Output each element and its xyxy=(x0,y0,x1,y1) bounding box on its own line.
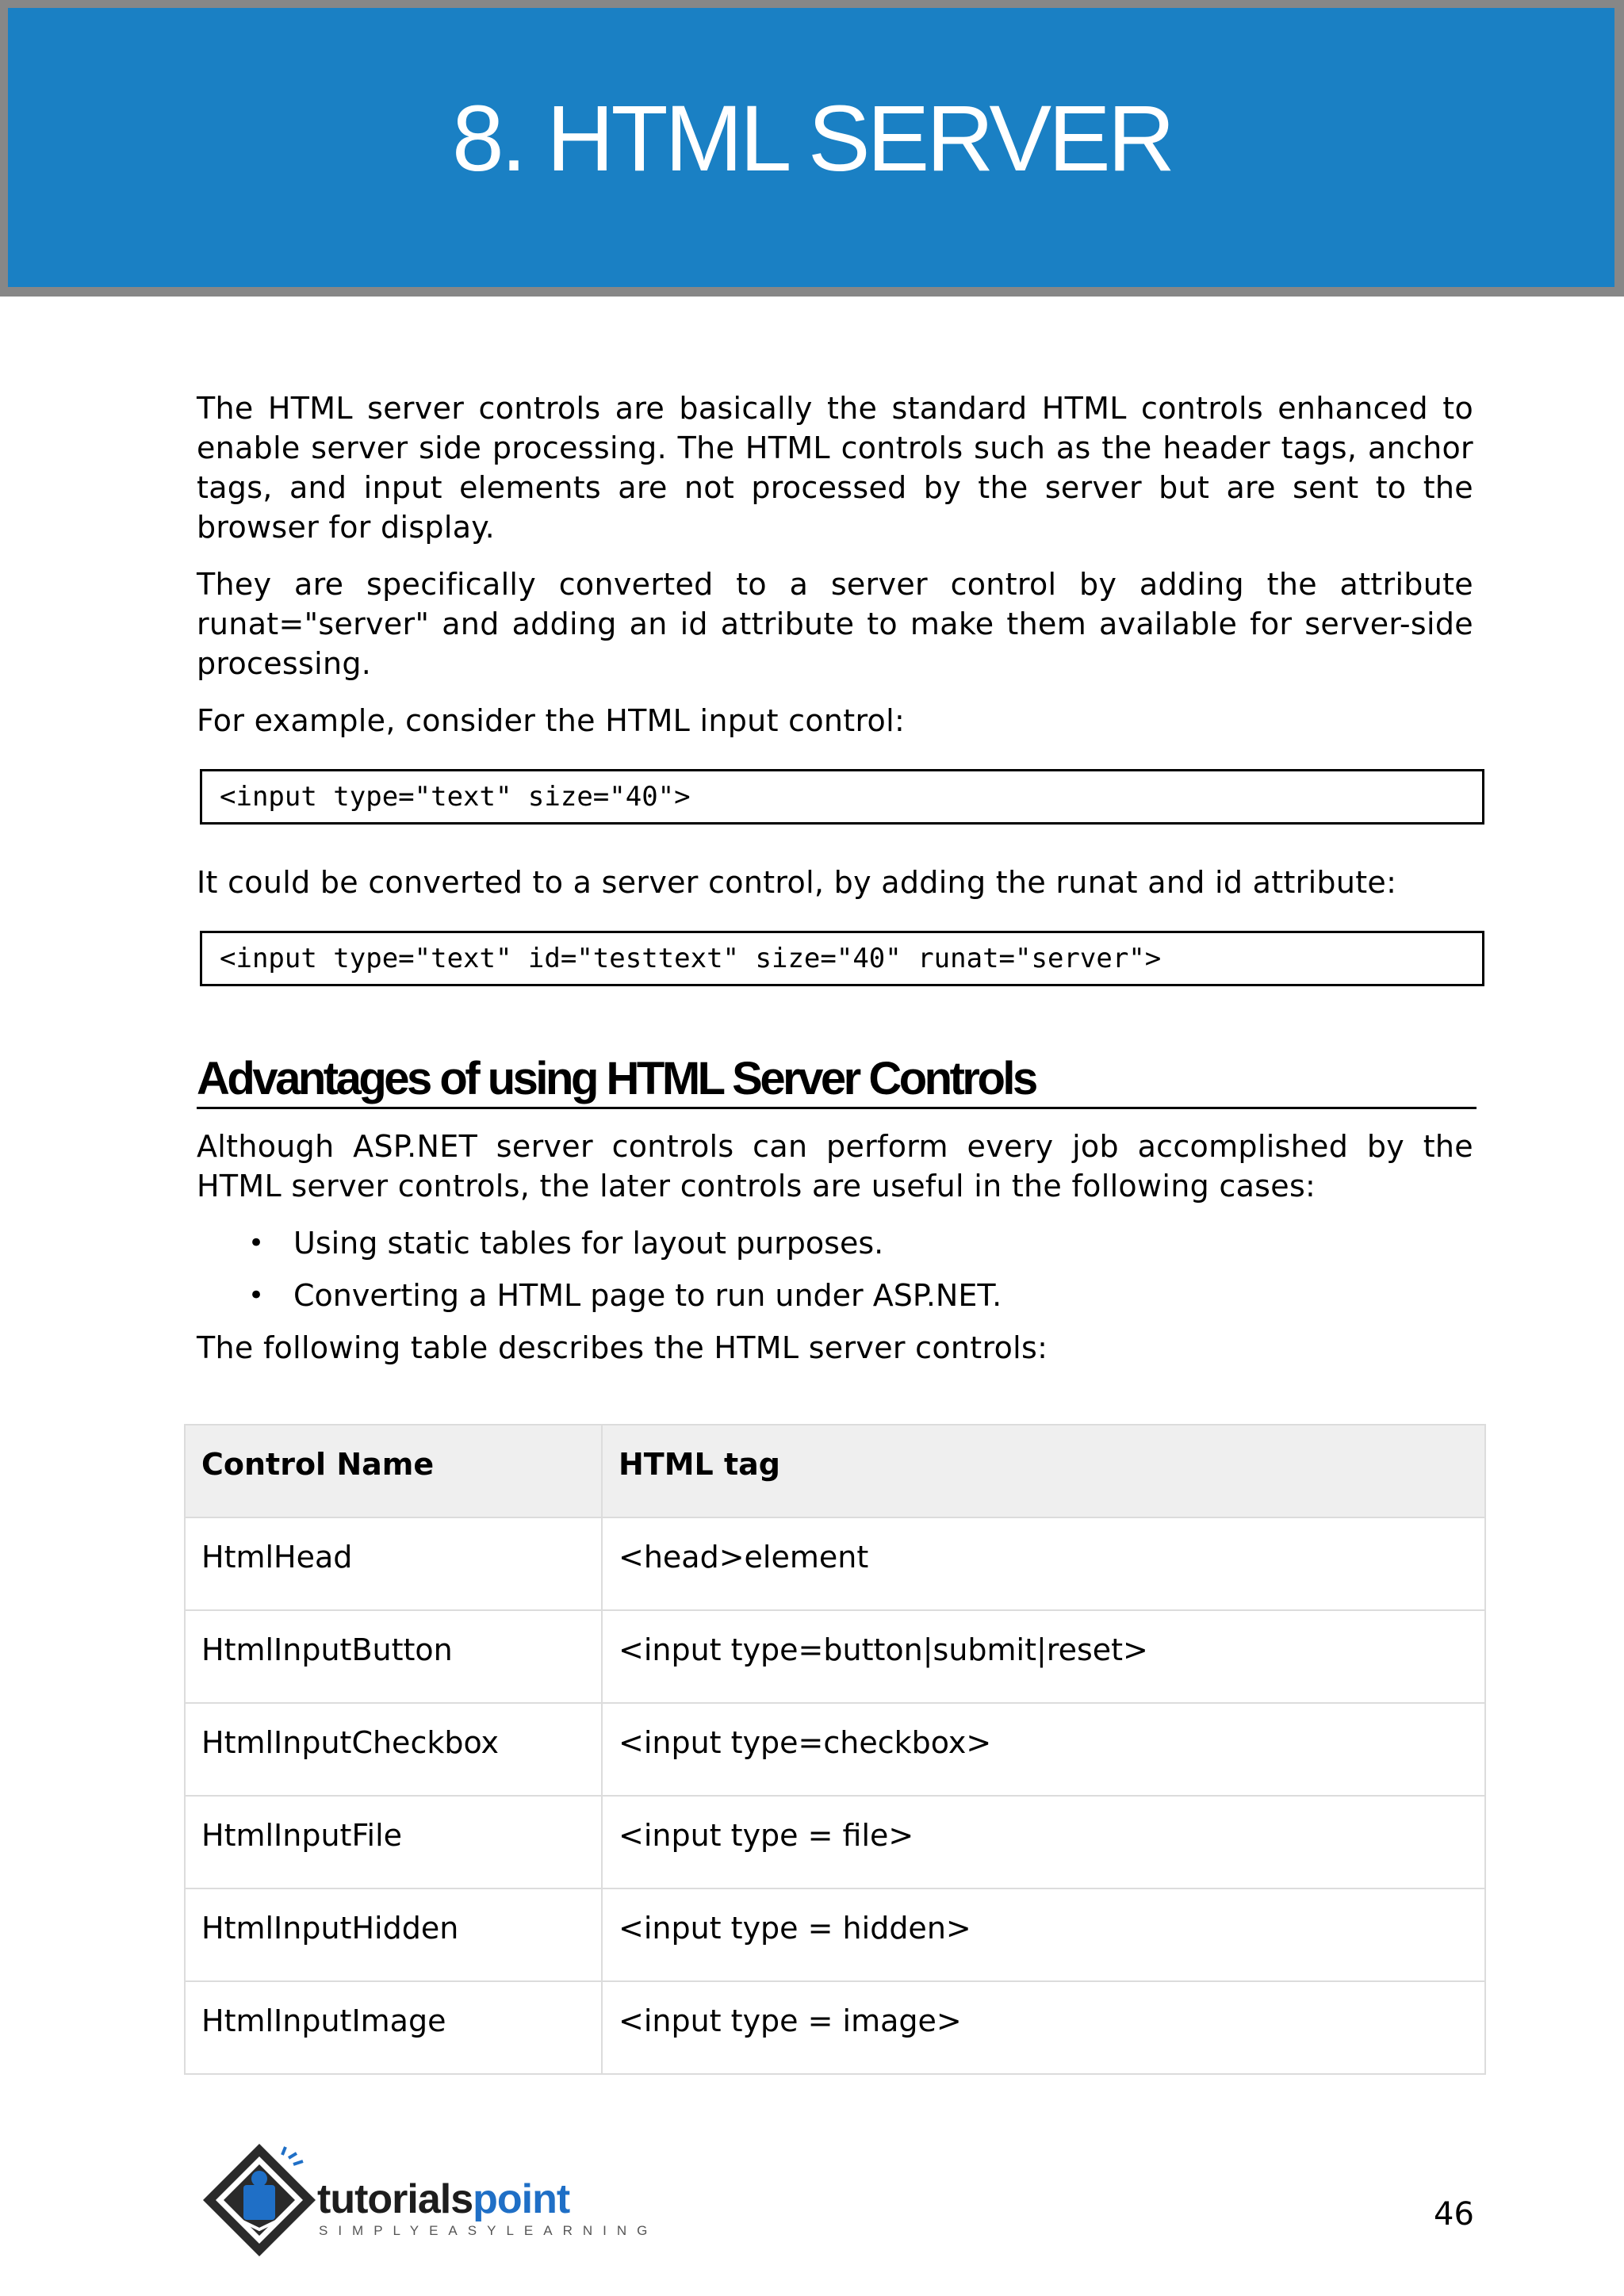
logo-wordmark xyxy=(317,2175,569,2223)
table-cell: HtmlInputCheckbox xyxy=(185,1703,602,1796)
intro-paragraph-1: The HTML server controls are basically the standard HTML controls enhanced to enable server side processing. The HTML controls such as the header tags, anchor tags, and input elements are not processed by the server but are sent to the browser for display. xyxy=(197,391,1473,545)
column-header-html-tag: HTML tag xyxy=(602,1425,1485,1517)
table-row xyxy=(185,1517,1485,1610)
table-row xyxy=(185,1981,1485,2074)
table-cell: HtmlInputFile xyxy=(185,1796,602,1888)
list-item-text: Using static tables for layout purposes. xyxy=(293,1226,884,1261)
list-item-text: Converting a HTML page to run under ASP.NET. xyxy=(293,1278,1002,1313)
html-controls-table xyxy=(184,1424,1486,2075)
page-content xyxy=(197,388,1473,1385)
logo-tagline: SIMPLYEASYLEARNING xyxy=(319,2223,658,2238)
table-cell: HtmlInputHidden xyxy=(185,1888,602,1981)
table-row xyxy=(185,1796,1485,1888)
intro-paragraph-2: They are specifically converted to a server control by adding the attribute runat="server" and adding an id attribute to make them available for server-side processing. xyxy=(197,567,1473,681)
table-cell: <input type = image> xyxy=(602,1981,1485,2074)
table-cell: <input type = file> xyxy=(602,1796,1485,1888)
logo-word-part2: point xyxy=(473,2176,570,2222)
column-header-control-name: Control Name xyxy=(185,1425,602,1517)
table-row xyxy=(185,1703,1485,1796)
logo-diamond-icon xyxy=(200,2141,319,2260)
table-cell: HtmlInputButton xyxy=(185,1610,602,1703)
chapter-banner xyxy=(0,0,1624,297)
table-cell: HtmlHead xyxy=(185,1517,602,1610)
advantages-list xyxy=(197,1223,1473,1315)
intro-paragraph-3: For example, consider the HTML input control: xyxy=(197,703,906,738)
code-sample-2: <input type="text" id="testtext" size="40" runat="server"> xyxy=(200,931,1484,986)
code-sample-1: <input type="text" size="40"> xyxy=(200,769,1484,825)
list-item xyxy=(248,1223,1473,1263)
advantages-heading: Advantages of using HTML Server Controls xyxy=(197,1054,1477,1109)
table-row xyxy=(185,1610,1485,1703)
table-cell: <head>element xyxy=(602,1517,1485,1610)
logo-word-part1: tutorials xyxy=(317,2176,473,2222)
bullet-icon: • xyxy=(248,1227,265,1259)
advantages-paragraph: Although ASP.NET server controls can perform every job accomplished by the HTML server controls, the later controls are useful in the following cases: xyxy=(197,1129,1473,1203)
list-item xyxy=(248,1276,1473,1315)
chapter-title: 8. HTML SERVER xyxy=(452,86,1172,191)
table-cell: HtmlInputImage xyxy=(185,1981,602,2074)
page-number: 46 xyxy=(1434,2196,1474,2233)
intro-paragraph-4: It could be converted to a server control, by adding the runat and id attribute: xyxy=(197,865,1397,900)
bullet-icon: • xyxy=(248,1280,265,1311)
table-cell: <input type=button|submit|reset> xyxy=(602,1610,1485,1703)
table-intro-paragraph: The following table describes the HTML server controls: xyxy=(197,1330,1048,1365)
table-cell: <input type=checkbox> xyxy=(602,1703,1485,1796)
table-cell: <input type = hidden> xyxy=(602,1888,1485,1981)
table-header-row xyxy=(185,1425,1485,1517)
table-row xyxy=(185,1888,1485,1981)
tutorialspoint-logo xyxy=(200,2141,658,2263)
